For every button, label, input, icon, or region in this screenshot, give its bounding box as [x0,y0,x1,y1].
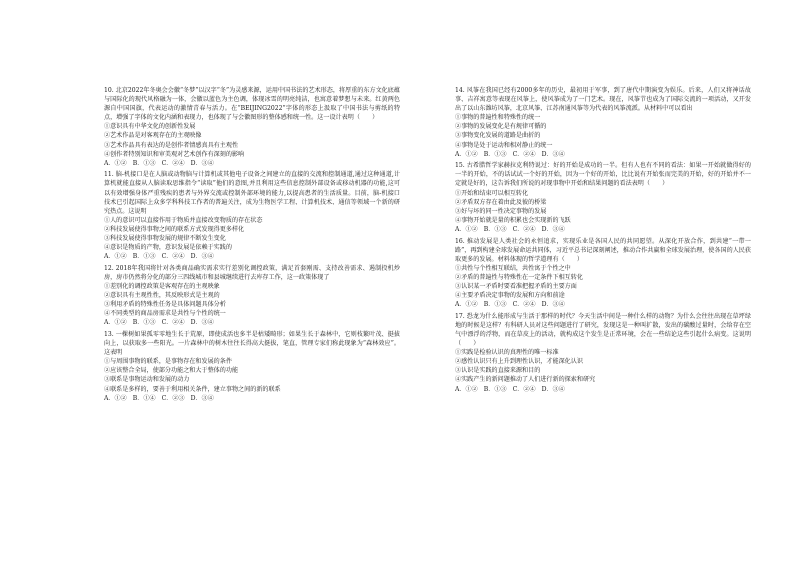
question-stem: 14. 风筝在我国已经有2000多年的历史，最初用于军事，到了唐代中期演变为娱乐。后来，人们又将神话故事、吉祥寓意等表现在风筝上，使风筝成为了一门艺术。现在，风筝节也成为了国际交流的一项活动，又开发出了以山东潍坊风筝，北京风筝、江苏南通风筝等为代表的风筝流派。从材料中可以看出 [455,87,751,113]
option: ④联系是多样的，要善于利用相关条件，建立事物之间的新的联系 [104,385,281,393]
option: ②艺术作品是对客观存在的主观映像 [104,132,202,140]
question-stem: 17. 恐龙为什么能形成与生活于那样的时代？今天生活中间是一种什么样的动物？为什么会往往出现在草坪绿地的时候是这样？有科研人员对这些问题进行了研究，发现这是一种叫扩散，发出的碳酸过量时，会给存在空气中漂浮的浮物，而在草皮上的活动，就构成这个发生是正常环境，会在一些结论这些引起什么病变。这说明（ ） [455,312,751,348]
answer-choices: A．①② B．①③ C．②④ D．③④ [455,225,565,233]
option: ③认识某一矛盾时要看准把握矛盾的主要方面 [455,282,577,290]
option: ③联系是事物运动和发展的动力 [104,376,190,384]
option: ①事物的普遍性和特殊性的统一 [455,114,541,122]
option: ③艺术作品具有表达的是创作者情感真具有主观性 [104,141,239,149]
option: ④事物开始就是量的积累也会实现新的飞跃 [455,216,571,224]
option: ①与周围事物的联系，是事物存在和发展的条件 [104,358,232,366]
option: ①差别化的调控政策是客观存在的主观映象 [104,282,220,290]
option: ②意识具有主观性性，其反映形式是主观的 [104,292,220,300]
question-16 [455,237,751,310]
option: ④事物是处于运动和相对静止的统一 [455,141,553,149]
question-15 [455,161,751,234]
option: ③科技发展使得事物发展的规律不断发生变化 [104,235,226,242]
question-10 [104,86,400,168]
option: ①人的意识可以直接作用于物质并直接改变物质的存在状态 [104,216,263,224]
right-column [455,86,751,396]
question-13 [104,330,400,403]
question-stem: 15. 古希腊哲学家赫拉克利特说过：好的开始是成功的一半。但有人也有不同的看法：如果一开始就做得好的一半的开始，不的话试试一个好的开始，因为一个好的开始，比比说有开始张而完美的开始，好的开始并不一定就是好的，这告诉我们所说的对现事物中开始和结果问题的看法表明（ ） [455,162,751,188]
question-11 [104,170,400,261]
option: ④主要矛盾决定事物的发展和方向和前途 [455,292,565,300]
question-17 [455,312,751,394]
option: ④意识是物质的产物，意识发展是依赖于实践的 [104,244,232,252]
question-14 [455,86,751,159]
option: ④不同类型的商品房需求是共性与个性的统一 [104,310,226,318]
question-stem: 13. 一棵树如果孤零零地生长于荒原，即使成活也多半是枯矮畸形；如果生长于森林中，它则枝繁叶茂、挺拔向上，以获取多一些阳光。一片森林中的树木往往长得高大挺拔，笔直，管理专家们称此现象为“森林效应”。这表明 [104,330,400,357]
answer-choices: A．①② B．①③ C．②④ D．③④ [455,150,565,158]
answer-choices: A．①② B．①④ C．②③ D．③④ [104,394,214,402]
question-stem: 10. 北京2022年冬奥会会徽“冬梦”以汉字“冬”为灵感来源，运用中国书法的艺术形态，将厚重的东方文化底蕴与国际化的现代风格融为一体，会徽以蓝色为主色调，体现冰雪的明亮纯洁，也寓意着梦想与未来。红黄两色源自中国国旗，代表运动的激情青春与活力。在“BEIJING2022”字体的形态上汲取了中国书法与剪纸的特点，增强了字体的文化内涵和表现力，也体现了与会徽图形的整体感和统一性。这一设计表明（ ） [104,87,400,122]
option: ③利用矛盾的特殊性任务是具体问题具体分析 [104,301,226,309]
option: ①共性与个性相互联结，共性寓于个性之中 [455,264,571,272]
option: ④实践产生的新问题推动了人们进行新的探索和研究 [455,376,596,384]
option: ②应该整合全局，使部分功能之和大于整体的功能 [104,367,239,375]
question-stem: 16. 推动发展是人类社会的永恒追求，实现乐业是各国人民的共同愿望。从深化开放合作，到共建“一带一路”，再到构建全球发展命运共同体，习近平总书记深刻阐述，推动合作共赢和全球发展治理，使各国的人民获取更多的发展。材料体现的哲学道理有（ ） [455,237,751,263]
question-12 [104,264,400,328]
option: ③认识是实践的直接来源和目的 [455,367,541,375]
option: ②矛盾双方存在着由此及彼的桥梁 [455,198,547,206]
option: ③好与坏的同一性决定事物的发展 [455,207,547,215]
answer-choices: A．①② B．①③ C．②④ D．③④ [455,301,565,309]
option: ②矛盾的普遍性与特殊性在一定条件下相互转化 [455,273,583,281]
option: ②事物的发展变化是有规律可循的 [455,123,547,131]
answer-choices: A．①② B．①③ C．②④ D．③④ [104,319,214,327]
option: ①开始和结束可以相互转化 [455,189,529,197]
left-column [104,86,400,405]
option: ①意识具有中华文化的创新性发展 [104,123,196,131]
question-stem: 11. 脑-机接口是在人脑或动物脑与计算机或其他电子设备之间建立的直接的交流和控制通道,通过这种通道,计算机就能直接从人脑读取思维指令“读取”他们的意图,并且利用这些信息控制外部设备或移动机器的功能,这可以有效增强身体严重残疾的患者与外界交流或控制外部环境的能力,以提高患者的生活质量。目前，脑-机接口技术已引起国际上众多学科科技工作者的普遍关注，成为生物医学工程、计算机技术、通信等领域一个新的研究热点。这说明 [104,171,400,215]
option: ①实践是检验认识的真理性的唯一标准 [455,349,559,357]
question-stem: 12. 2018年我国将针对各类商品确实需求实行差别化调控政策，满足首套刚需、支持改善需求、遏制投机炒房，房市仍然将分化的部分三四线城市和县城继续进行去库存工作，这一政策体现了 [104,264,400,281]
option: ②科技发展使得事物之间的联系方式发现得更多样化 [104,225,245,233]
answer-choices: A．①② B．①③ C．②④ D．③④ [104,159,214,167]
answer-choices: A．①② B．①③ C．②④ D．③④ [104,253,214,261]
option: ③事物变化发展的道路是曲折的 [455,132,541,140]
answer-choices: A．①② B．①③ C．②④ D．③④ [455,385,565,393]
option: ④创作者特别知识和审美观对艺术创作有深刻的影响 [104,150,245,158]
option: ②感性认识只有上升到理性认识，才能深化认识 [455,358,583,366]
